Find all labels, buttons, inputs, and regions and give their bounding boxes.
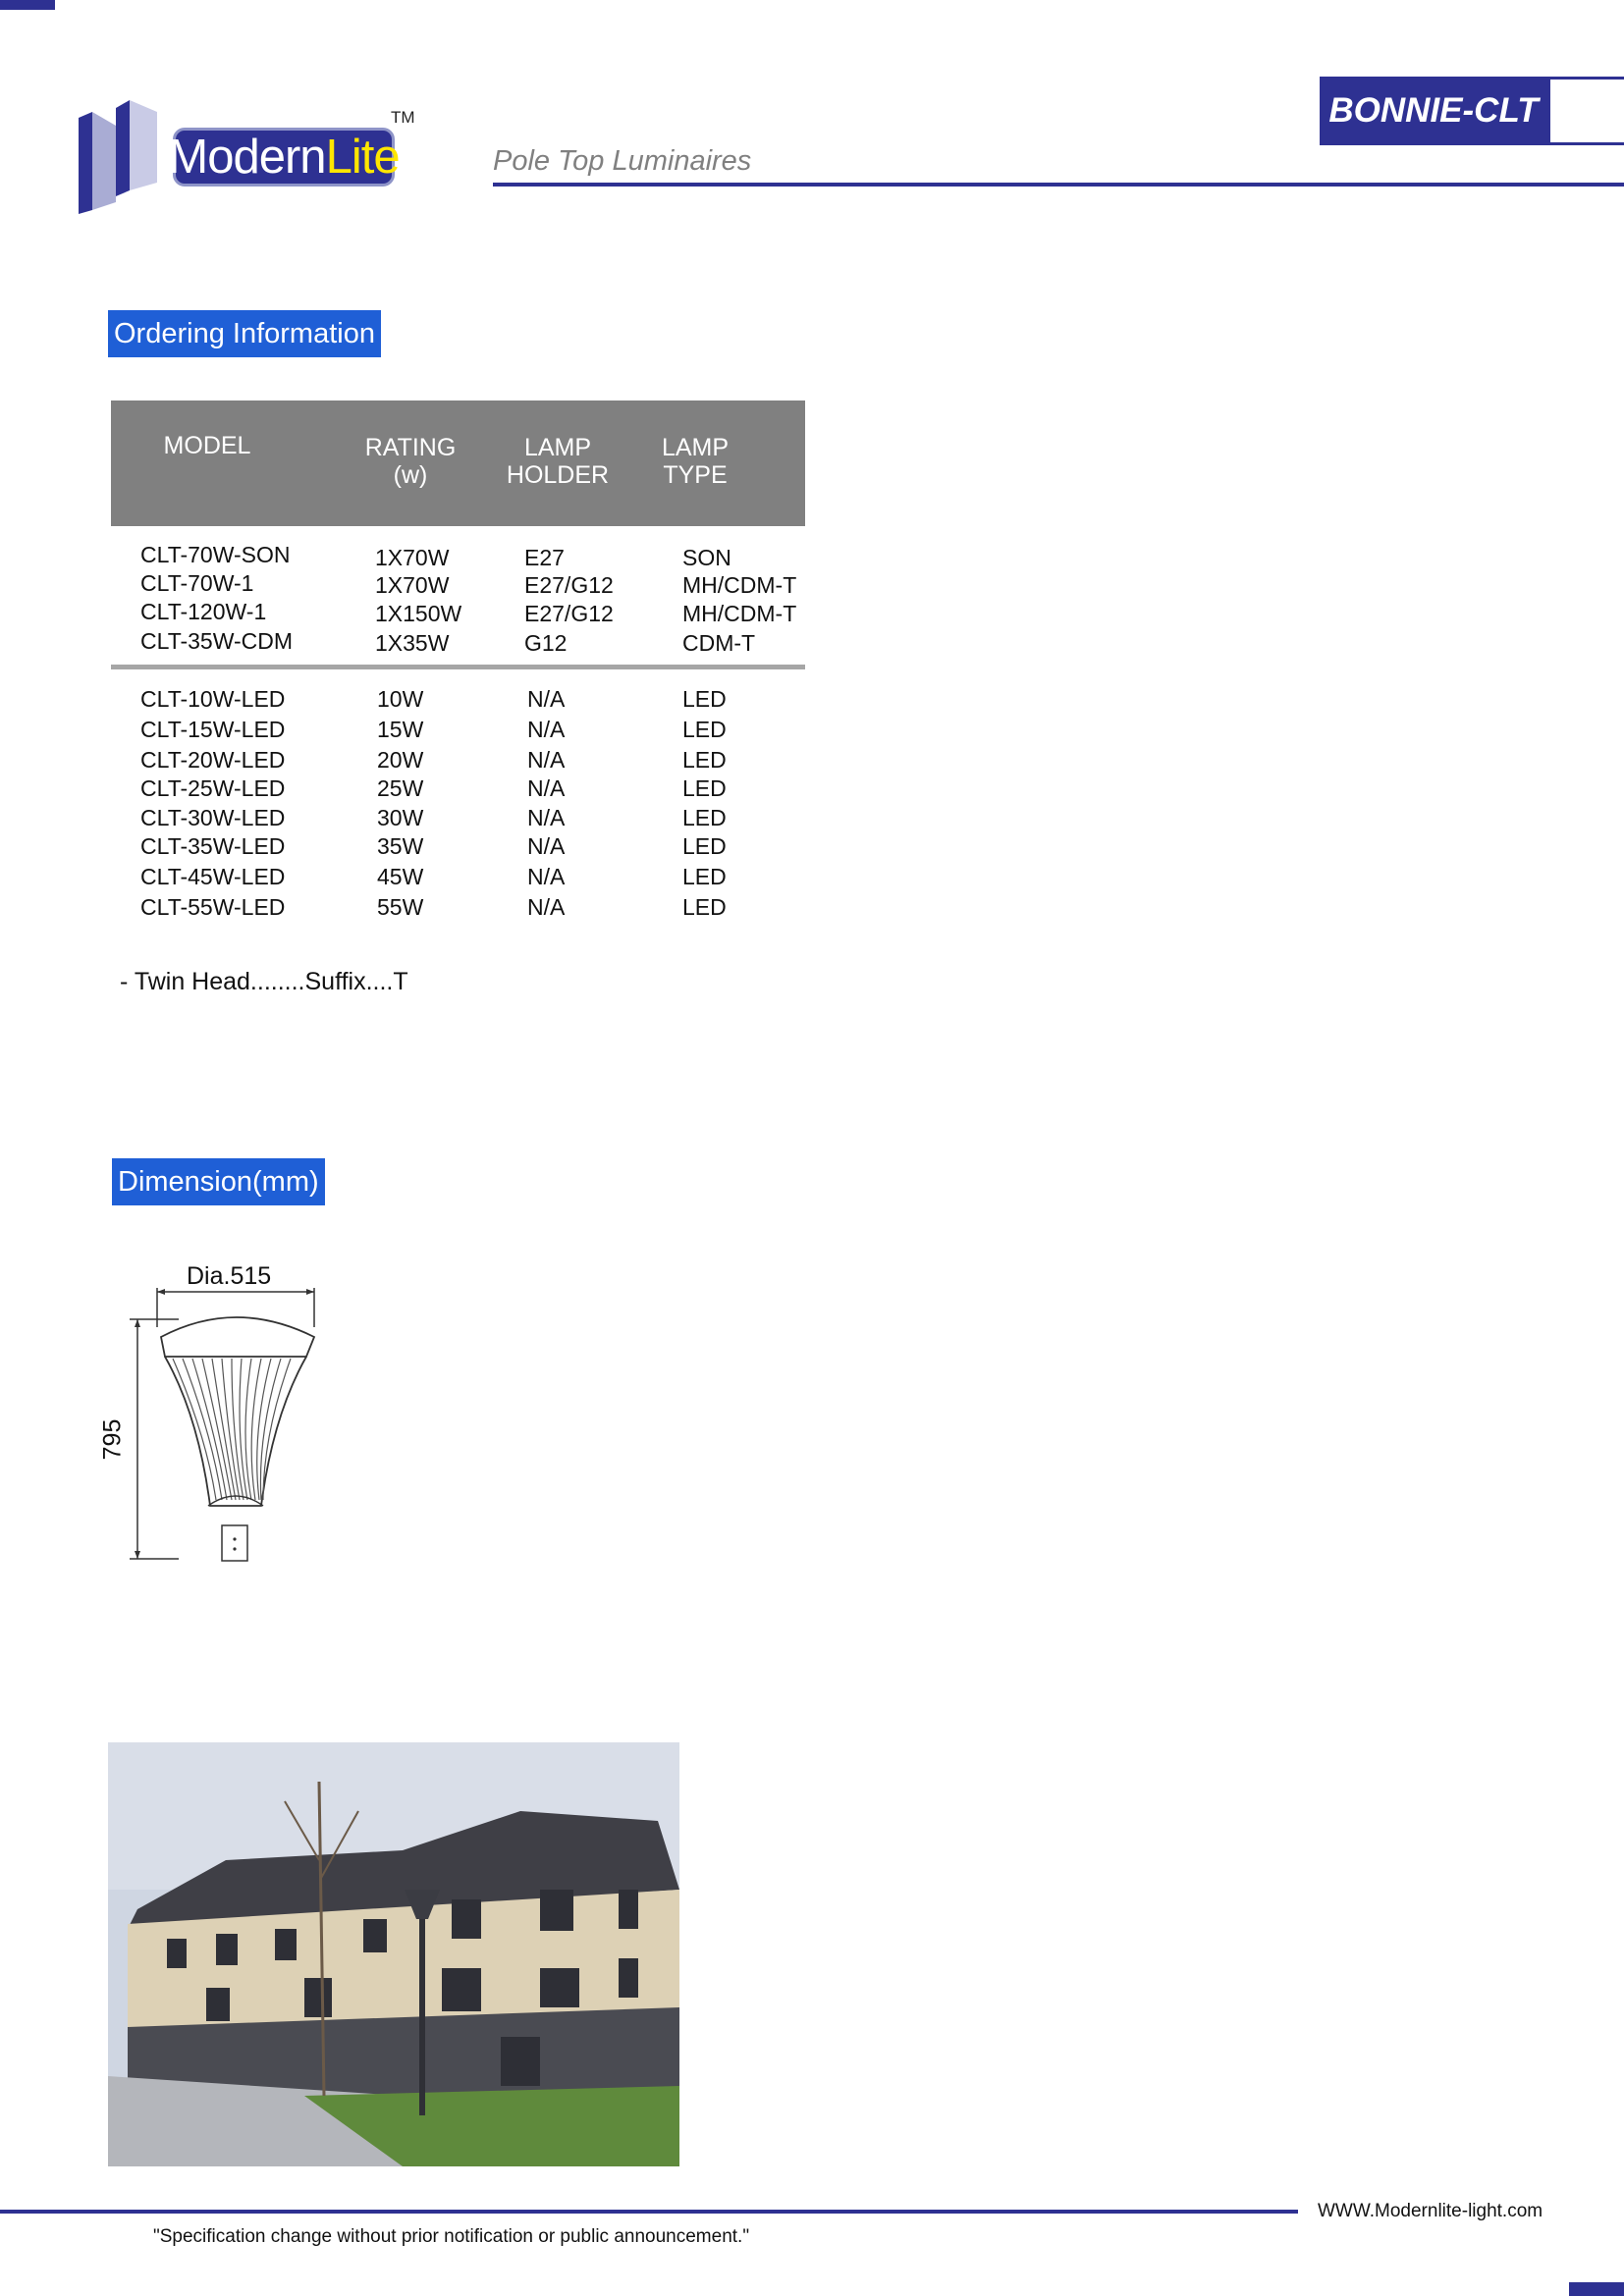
ordering-section-title: Ordering Information (108, 310, 381, 357)
table-cell-rating: 1X70W (375, 545, 450, 570)
table-cell-rating: 25W (377, 775, 424, 801)
product-code-badge: BONNIE-CLT (1320, 77, 1547, 145)
table-cell-type: LED (682, 717, 727, 742)
table-cell-type: LED (682, 805, 727, 830)
table-cell-holder: N/A (527, 686, 566, 712)
table-cell-holder: N/A (527, 805, 566, 830)
trademark-symbol: TM (391, 108, 415, 127)
col-header-type: LAMP TYPE (661, 434, 730, 489)
table-cell-rating: 15W (377, 717, 424, 742)
table-cell-type: SON (682, 545, 731, 570)
table-group-divider (111, 665, 805, 669)
table-cell-model: CLT-15W-LED (140, 717, 286, 742)
table-cell-model: CLT-45W-LED (140, 864, 286, 889)
disclaimer-text: "Specification change without prior notification or public announcement." (153, 2226, 750, 2247)
product-code-frame (1547, 77, 1624, 145)
col-header-model: MODEL (163, 432, 251, 459)
table-cell-holder: N/A (527, 894, 566, 920)
table-cell-rating: 20W (377, 747, 424, 773)
table-cell-rating: 35W (377, 833, 424, 859)
logo-text-modern: Modern (168, 131, 326, 184)
table-cell-holder: E27 (524, 545, 565, 570)
logo-wordmark (168, 128, 400, 187)
luminaire-outline-icon (108, 1258, 334, 1573)
website-link[interactable]: WWW.Modernlite-light.com (1318, 2201, 1543, 2221)
footer-divider (0, 2210, 1298, 2214)
dimension-drawing (98, 1258, 334, 1573)
installation-photo (108, 1742, 679, 2166)
building-photo-illustration (108, 1742, 679, 2166)
table-cell-holder: N/A (527, 775, 566, 801)
table-cell-type: LED (682, 864, 727, 889)
table-cell-model: CLT-25W-LED (140, 775, 286, 801)
table-cell-rating: 45W (377, 864, 424, 889)
table-cell-model: CLT-55W-LED (140, 894, 286, 920)
table-cell-holder: N/A (527, 864, 566, 889)
twin-head-note: - Twin Head........Suffix....T (120, 968, 408, 995)
table-cell-rating: 55W (377, 894, 424, 920)
company-logo (77, 94, 420, 222)
table-cell-type: MH/CDM-T (682, 572, 797, 598)
table-cell-rating: 30W (377, 805, 424, 830)
col-header-rating: RATING (w) (364, 434, 457, 489)
logo-mark-icon (77, 94, 175, 222)
table-cell-model: CLT-35W-LED (140, 833, 286, 859)
table-cell-model: CLT-10W-LED (140, 686, 286, 712)
col-header-holder: LAMP HOLDER (506, 434, 610, 489)
table-cell-holder: E27/G12 (524, 572, 614, 598)
table-cell-rating: 1X35W (375, 630, 450, 656)
logo-text-lite: Lite (325, 131, 400, 184)
header-divider (493, 183, 1624, 187)
table-cell-type: LED (682, 833, 727, 859)
table-cell-model: CLT-20W-LED (140, 747, 286, 773)
table-cell-model: CLT-30W-LED (140, 805, 286, 830)
table-cell-rating: 1X150W (375, 601, 462, 626)
table-cell-model: CLT-120W-1 (140, 599, 267, 624)
dimension-section-title: Dimension(mm) (112, 1158, 325, 1205)
table-cell-model: CLT-70W-SON (140, 542, 291, 567)
document-subtitle: Pole Top Luminaires (493, 145, 752, 177)
corner-accent-bottom (1569, 2282, 1624, 2296)
table-header (111, 400, 805, 526)
height-label: 795 (98, 1418, 127, 1461)
table-cell-type: MH/CDM-T (682, 601, 797, 626)
table-cell-type: LED (682, 775, 727, 801)
table-cell-type: LED (682, 686, 727, 712)
table-cell-holder: N/A (527, 747, 566, 773)
table-cell-rating: 1X70W (375, 572, 450, 598)
table-cell-model: CLT-70W-1 (140, 570, 254, 596)
table-cell-holder: N/A (527, 833, 566, 859)
table-cell-rating: 10W (377, 686, 424, 712)
table-cell-type: LED (682, 894, 727, 920)
table-cell-type: LED (682, 747, 727, 773)
table-cell-holder: N/A (527, 717, 566, 742)
table-cell-model: CLT-35W-CDM (140, 628, 294, 654)
table-cell-type: CDM-T (682, 630, 756, 656)
table-cell-holder: E27/G12 (524, 601, 614, 626)
diameter-label: Dia.515 (187, 1262, 272, 1290)
table-cell-holder: G12 (524, 630, 568, 656)
corner-accent-top (0, 0, 55, 10)
